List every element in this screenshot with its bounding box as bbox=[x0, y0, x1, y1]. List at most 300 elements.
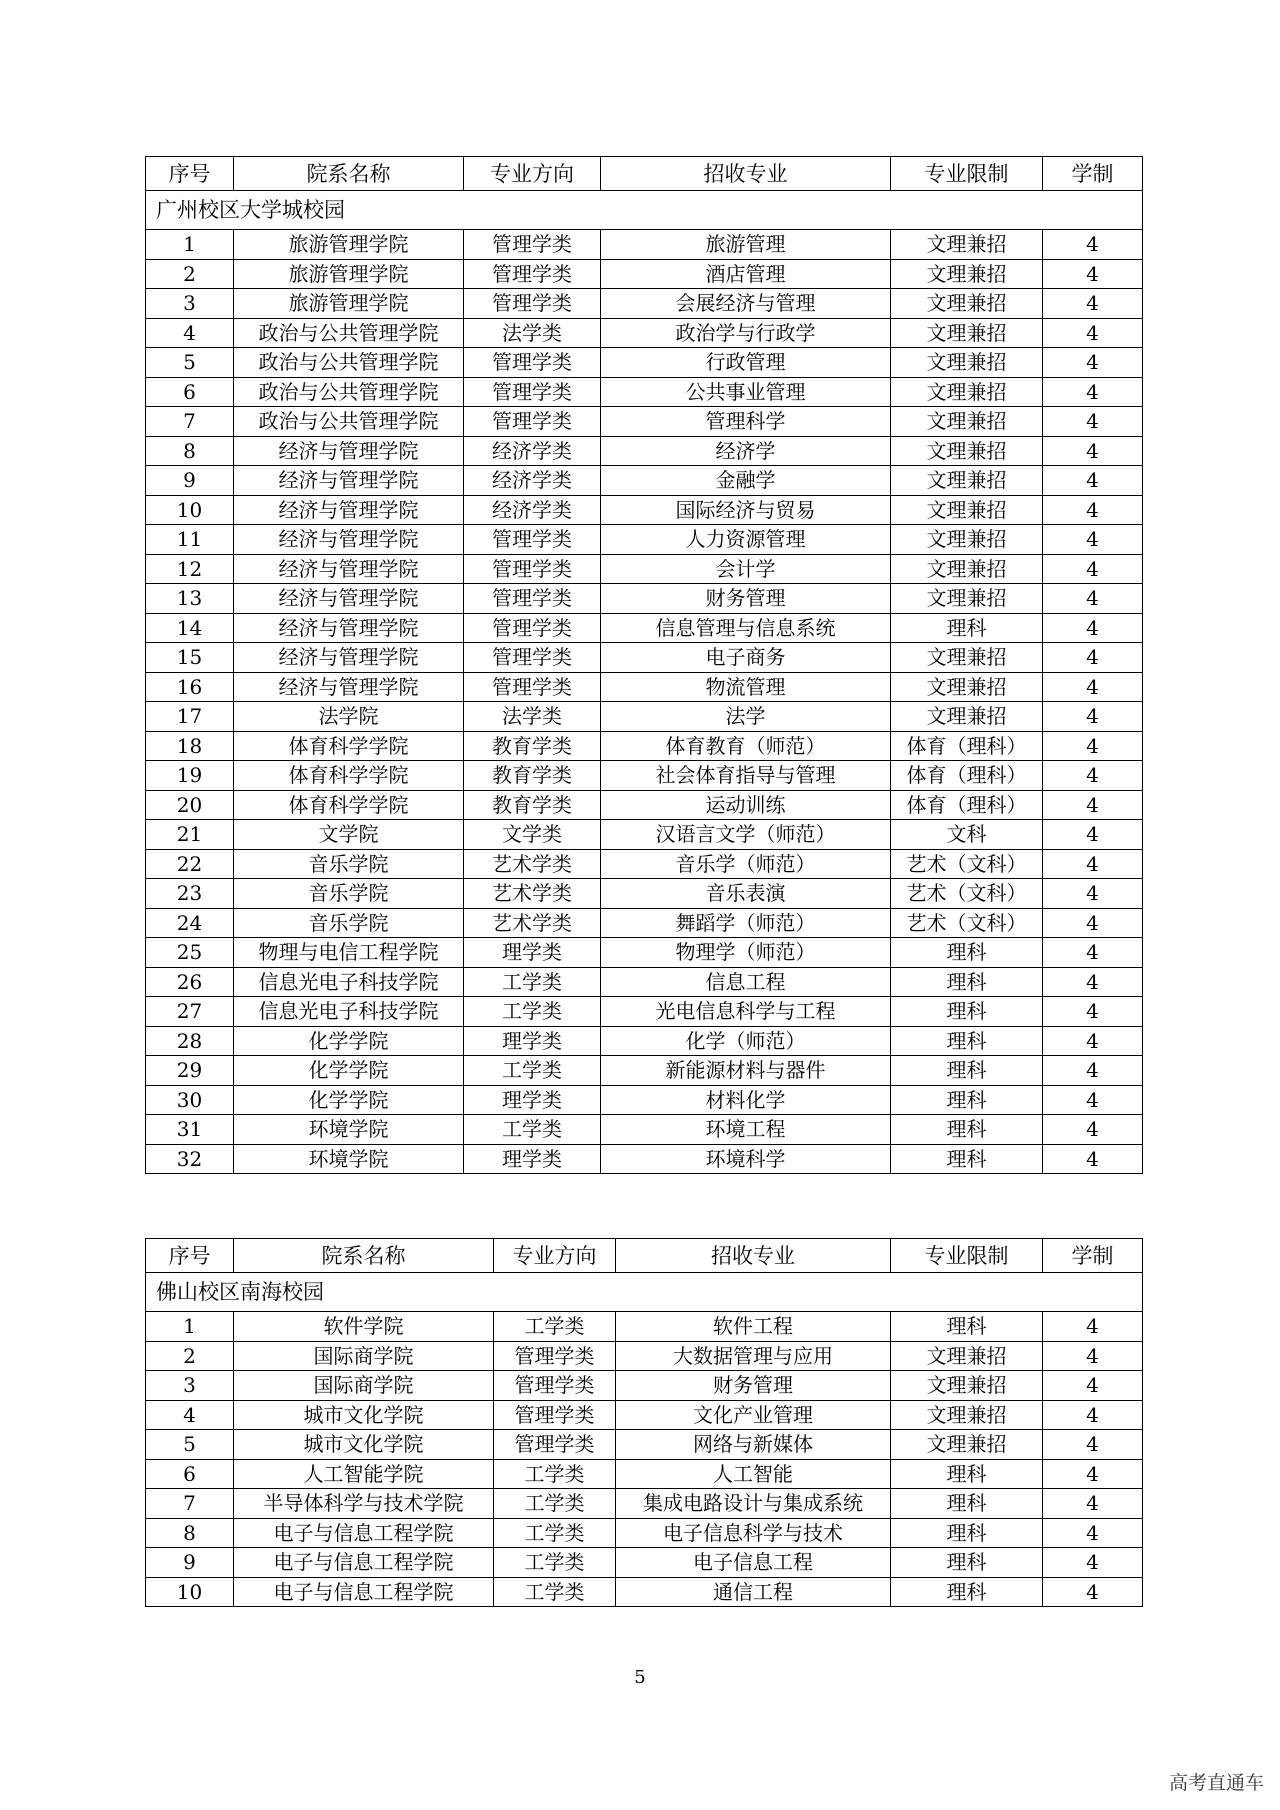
col-department: 经济与管理学院 bbox=[234, 643, 464, 673]
header-col-index: 序号 bbox=[146, 157, 234, 191]
col-major: 网络与新媒体 bbox=[616, 1430, 891, 1460]
col-duration: 4 bbox=[1043, 879, 1143, 909]
col-category: 工学类 bbox=[494, 1489, 616, 1519]
col-major: 通信工程 bbox=[616, 1577, 891, 1607]
col-index: 2 bbox=[146, 259, 234, 289]
col-category: 管理学类 bbox=[464, 643, 601, 673]
col-category: 管理学类 bbox=[494, 1430, 616, 1460]
col-department: 政治与公共管理学院 bbox=[234, 348, 464, 378]
col-duration: 4 bbox=[1043, 643, 1143, 673]
col-department: 环境学院 bbox=[234, 1144, 464, 1174]
col-index: 1 bbox=[146, 1312, 234, 1342]
col-department: 经济与管理学院 bbox=[234, 495, 464, 525]
table-foshan bbox=[145, 1238, 1143, 1607]
col-index: 14 bbox=[146, 613, 234, 643]
col-major: 体育教育（师范） bbox=[601, 731, 891, 761]
col-duration: 4 bbox=[1043, 731, 1143, 761]
col-duration: 4 bbox=[1043, 466, 1143, 496]
header-col-category: 专业方向 bbox=[464, 157, 601, 191]
table-row bbox=[146, 495, 1143, 525]
col-restriction: 文理兼招 bbox=[891, 495, 1043, 525]
col-index: 29 bbox=[146, 1056, 234, 1086]
col-duration: 4 bbox=[1043, 584, 1143, 614]
col-duration: 4 bbox=[1043, 554, 1143, 584]
col-department: 音乐学院 bbox=[234, 849, 464, 879]
col-major: 物理学（师范） bbox=[601, 938, 891, 968]
col-category: 教育学类 bbox=[464, 731, 601, 761]
col-restriction: 文理兼招 bbox=[891, 407, 1043, 437]
col-restriction: 文理兼招 bbox=[891, 466, 1043, 496]
table-row bbox=[146, 259, 1143, 289]
col-duration: 4 bbox=[1043, 377, 1143, 407]
col-duration: 4 bbox=[1043, 761, 1143, 791]
col-department: 体育科学学院 bbox=[234, 761, 464, 791]
col-restriction: 文理兼招 bbox=[891, 348, 1043, 378]
header-col-restriction: 专业限制 bbox=[891, 157, 1043, 191]
col-restriction: 文理兼招 bbox=[891, 318, 1043, 348]
col-index: 10 bbox=[146, 495, 234, 525]
col-index: 26 bbox=[146, 967, 234, 997]
col-duration: 4 bbox=[1043, 849, 1143, 879]
table-row bbox=[146, 820, 1143, 850]
page-number: 5 bbox=[634, 1667, 646, 1688]
col-major: 音乐学（师范） bbox=[601, 849, 891, 879]
col-restriction: 理科 bbox=[891, 967, 1043, 997]
col-major: 国际经济与贸易 bbox=[601, 495, 891, 525]
col-restriction: 理科 bbox=[891, 1548, 1043, 1578]
col-index: 10 bbox=[146, 1577, 234, 1607]
col-index: 11 bbox=[146, 525, 234, 555]
col-category: 管理学类 bbox=[464, 584, 601, 614]
col-category: 教育学类 bbox=[464, 790, 601, 820]
col-index: 3 bbox=[146, 1371, 234, 1401]
col-duration: 4 bbox=[1043, 436, 1143, 466]
table-row bbox=[146, 761, 1143, 791]
col-restriction: 文理兼招 bbox=[891, 1430, 1043, 1460]
col-major: 财务管理 bbox=[616, 1371, 891, 1401]
col-department: 文学院 bbox=[234, 820, 464, 850]
table-row bbox=[146, 1577, 1143, 1607]
col-index: 7 bbox=[146, 1489, 234, 1519]
col-category: 法学类 bbox=[464, 702, 601, 732]
col-index: 21 bbox=[146, 820, 234, 850]
col-major: 集成电路设计与集成系统 bbox=[616, 1489, 891, 1519]
col-category: 工学类 bbox=[464, 1115, 601, 1145]
table-row bbox=[146, 938, 1143, 968]
col-duration: 4 bbox=[1043, 1400, 1143, 1430]
col-index: 7 bbox=[146, 407, 234, 437]
col-duration: 4 bbox=[1043, 1312, 1143, 1342]
table-row bbox=[146, 613, 1143, 643]
col-major: 行政管理 bbox=[601, 348, 891, 378]
col-index: 24 bbox=[146, 908, 234, 938]
col-major: 电子商务 bbox=[601, 643, 891, 673]
col-category: 文学类 bbox=[464, 820, 601, 850]
col-department: 经济与管理学院 bbox=[234, 584, 464, 614]
col-department: 国际商学院 bbox=[234, 1371, 494, 1401]
col-index: 30 bbox=[146, 1085, 234, 1115]
col-index: 6 bbox=[146, 377, 234, 407]
col-restriction: 理科 bbox=[891, 1312, 1043, 1342]
col-restriction: 文理兼招 bbox=[891, 289, 1043, 319]
col-restriction: 理科 bbox=[891, 1459, 1043, 1489]
table-row bbox=[146, 407, 1143, 437]
col-major: 环境科学 bbox=[601, 1144, 891, 1174]
col-department: 经济与管理学院 bbox=[234, 525, 464, 555]
col-index: 32 bbox=[146, 1144, 234, 1174]
col-category: 管理学类 bbox=[464, 348, 601, 378]
col-category: 管理学类 bbox=[464, 525, 601, 555]
section-title: 佛山校区南海校园 bbox=[146, 1273, 1143, 1312]
col-category: 艺术学类 bbox=[464, 908, 601, 938]
table-row bbox=[146, 967, 1143, 997]
col-department: 政治与公共管理学院 bbox=[234, 318, 464, 348]
col-index: 25 bbox=[146, 938, 234, 968]
col-department: 音乐学院 bbox=[234, 908, 464, 938]
table-row bbox=[146, 466, 1143, 496]
col-major: 公共事业管理 bbox=[601, 377, 891, 407]
col-duration: 4 bbox=[1043, 1026, 1143, 1056]
col-category: 经济学类 bbox=[464, 436, 601, 466]
col-category: 管理学类 bbox=[464, 289, 601, 319]
header-col-category: 专业方向 bbox=[494, 1239, 616, 1273]
col-duration: 4 bbox=[1043, 259, 1143, 289]
col-major: 材料化学 bbox=[601, 1085, 891, 1115]
col-duration: 4 bbox=[1043, 908, 1143, 938]
col-category: 工学类 bbox=[464, 997, 601, 1027]
col-duration: 4 bbox=[1043, 1371, 1143, 1401]
col-restriction: 文理兼招 bbox=[891, 436, 1043, 466]
table-row bbox=[146, 1400, 1143, 1430]
col-index: 17 bbox=[146, 702, 234, 732]
col-duration: 4 bbox=[1043, 1577, 1143, 1607]
col-major: 会计学 bbox=[601, 554, 891, 584]
col-index: 8 bbox=[146, 436, 234, 466]
col-category: 工学类 bbox=[464, 967, 601, 997]
col-department: 化学学院 bbox=[234, 1026, 464, 1056]
col-major: 管理科学 bbox=[601, 407, 891, 437]
col-department: 软件学院 bbox=[234, 1312, 494, 1342]
col-major: 旅游管理 bbox=[601, 230, 891, 260]
table-row bbox=[146, 1341, 1143, 1371]
col-duration: 4 bbox=[1043, 1459, 1143, 1489]
col-category: 理学类 bbox=[464, 1026, 601, 1056]
col-category: 艺术学类 bbox=[464, 849, 601, 879]
col-category: 理学类 bbox=[464, 938, 601, 968]
col-major: 政治学与行政学 bbox=[601, 318, 891, 348]
table-row bbox=[146, 1430, 1143, 1460]
table-row bbox=[146, 997, 1143, 1027]
col-restriction: 理科 bbox=[891, 1056, 1043, 1086]
col-department: 国际商学院 bbox=[234, 1341, 494, 1371]
header-col-department: 院系名称 bbox=[234, 157, 464, 191]
table-row bbox=[146, 1312, 1143, 1342]
col-index: 22 bbox=[146, 849, 234, 879]
col-restriction: 理科 bbox=[891, 1144, 1043, 1174]
col-restriction: 艺术（文科） bbox=[891, 908, 1043, 938]
col-category: 工学类 bbox=[494, 1459, 616, 1489]
col-category: 管理学类 bbox=[464, 554, 601, 584]
table-row bbox=[146, 584, 1143, 614]
col-index: 5 bbox=[146, 1430, 234, 1460]
table-row bbox=[146, 377, 1143, 407]
col-duration: 4 bbox=[1043, 938, 1143, 968]
col-restriction: 理科 bbox=[891, 1085, 1043, 1115]
col-department: 政治与公共管理学院 bbox=[234, 377, 464, 407]
col-department: 人工智能学院 bbox=[234, 1459, 494, 1489]
col-duration: 4 bbox=[1043, 1085, 1143, 1115]
col-department: 经济与管理学院 bbox=[234, 672, 464, 702]
col-major: 信息工程 bbox=[601, 967, 891, 997]
col-index: 5 bbox=[146, 348, 234, 378]
col-duration: 4 bbox=[1043, 348, 1143, 378]
col-restriction: 理科 bbox=[891, 1577, 1043, 1607]
col-index: 3 bbox=[146, 289, 234, 319]
col-duration: 4 bbox=[1043, 289, 1143, 319]
table-header-row bbox=[146, 157, 1143, 191]
table-row bbox=[146, 289, 1143, 319]
col-department: 旅游管理学院 bbox=[234, 230, 464, 260]
table-row bbox=[146, 230, 1143, 260]
table-row bbox=[146, 1548, 1143, 1578]
col-department: 信息光电子科技学院 bbox=[234, 997, 464, 1027]
table-row bbox=[146, 525, 1143, 555]
col-index: 8 bbox=[146, 1518, 234, 1548]
col-restriction: 理科 bbox=[891, 938, 1043, 968]
table-row bbox=[146, 1115, 1143, 1145]
watermark: 高考直通车 bbox=[1168, 1772, 1264, 1794]
col-duration: 4 bbox=[1043, 525, 1143, 555]
col-duration: 4 bbox=[1043, 230, 1143, 260]
col-category: 管理学类 bbox=[464, 613, 601, 643]
col-category: 理学类 bbox=[464, 1144, 601, 1174]
col-category: 管理学类 bbox=[464, 259, 601, 289]
col-category: 管理学类 bbox=[464, 407, 601, 437]
col-category: 管理学类 bbox=[494, 1371, 616, 1401]
col-duration: 4 bbox=[1043, 967, 1143, 997]
header-col-department: 院系名称 bbox=[234, 1239, 494, 1273]
header-col-major: 招收专业 bbox=[601, 157, 891, 191]
col-duration: 4 bbox=[1043, 318, 1143, 348]
header-col-restriction: 专业限制 bbox=[891, 1239, 1043, 1273]
col-index: 1 bbox=[146, 230, 234, 260]
col-duration: 4 bbox=[1043, 407, 1143, 437]
col-category: 经济学类 bbox=[464, 466, 601, 496]
col-major: 运动训练 bbox=[601, 790, 891, 820]
table-row bbox=[146, 1085, 1143, 1115]
col-department: 电子与信息工程学院 bbox=[234, 1577, 494, 1607]
col-major: 财务管理 bbox=[601, 584, 891, 614]
col-index: 4 bbox=[146, 318, 234, 348]
col-category: 管理学类 bbox=[494, 1341, 616, 1371]
section-title: 广州校区大学城校园 bbox=[146, 191, 1143, 230]
col-department: 经济与管理学院 bbox=[234, 436, 464, 466]
col-department: 电子与信息工程学院 bbox=[234, 1548, 494, 1578]
col-duration: 4 bbox=[1043, 1518, 1143, 1548]
col-department: 城市文化学院 bbox=[234, 1400, 494, 1430]
col-restriction: 体育（理科） bbox=[891, 790, 1043, 820]
col-duration: 4 bbox=[1043, 613, 1143, 643]
header-col-major: 招收专业 bbox=[616, 1239, 891, 1273]
col-index: 9 bbox=[146, 466, 234, 496]
col-restriction: 文理兼招 bbox=[891, 702, 1043, 732]
col-major: 舞蹈学（师范） bbox=[601, 908, 891, 938]
table-guangzhou bbox=[145, 156, 1143, 1174]
col-department: 体育科学学院 bbox=[234, 731, 464, 761]
col-restriction: 文理兼招 bbox=[891, 1341, 1043, 1371]
col-duration: 4 bbox=[1043, 1430, 1143, 1460]
header-col-index: 序号 bbox=[146, 1239, 234, 1273]
col-restriction: 艺术（文科） bbox=[891, 849, 1043, 879]
table-row bbox=[146, 731, 1143, 761]
col-major: 环境工程 bbox=[601, 1115, 891, 1145]
table-row bbox=[146, 554, 1143, 584]
col-restriction: 艺术（文科） bbox=[891, 879, 1043, 909]
table-row bbox=[146, 643, 1143, 673]
col-restriction: 文理兼招 bbox=[891, 259, 1043, 289]
section-row bbox=[146, 191, 1143, 230]
col-department: 化学学院 bbox=[234, 1056, 464, 1086]
col-index: 13 bbox=[146, 584, 234, 614]
table-row bbox=[146, 436, 1143, 466]
col-duration: 4 bbox=[1043, 1056, 1143, 1086]
col-restriction: 文理兼招 bbox=[891, 377, 1043, 407]
col-index: 23 bbox=[146, 879, 234, 909]
col-category: 教育学类 bbox=[464, 761, 601, 791]
col-category: 工学类 bbox=[494, 1548, 616, 1578]
col-restriction: 体育（理科） bbox=[891, 731, 1043, 761]
col-index: 6 bbox=[146, 1459, 234, 1489]
col-department: 信息光电子科技学院 bbox=[234, 967, 464, 997]
col-category: 工学类 bbox=[494, 1577, 616, 1607]
col-category: 艺术学类 bbox=[464, 879, 601, 909]
col-index: 19 bbox=[146, 761, 234, 791]
table-row bbox=[146, 1518, 1143, 1548]
col-category: 管理学类 bbox=[494, 1400, 616, 1430]
col-restriction: 文理兼招 bbox=[891, 1400, 1043, 1430]
col-category: 法学类 bbox=[464, 318, 601, 348]
col-restriction: 理科 bbox=[891, 1026, 1043, 1056]
col-major: 人力资源管理 bbox=[601, 525, 891, 555]
col-category: 工学类 bbox=[464, 1056, 601, 1086]
col-index: 9 bbox=[146, 1548, 234, 1578]
col-department: 旅游管理学院 bbox=[234, 289, 464, 319]
col-department: 法学院 bbox=[234, 702, 464, 732]
col-category: 工学类 bbox=[494, 1518, 616, 1548]
col-index: 18 bbox=[146, 731, 234, 761]
col-index: 15 bbox=[146, 643, 234, 673]
table-row bbox=[146, 348, 1143, 378]
col-duration: 4 bbox=[1043, 1144, 1143, 1174]
col-major: 酒店管理 bbox=[601, 259, 891, 289]
col-department: 经济与管理学院 bbox=[234, 466, 464, 496]
table-row bbox=[146, 1371, 1143, 1401]
header-col-duration: 学制 bbox=[1043, 1239, 1143, 1273]
table-row bbox=[146, 318, 1143, 348]
col-category: 管理学类 bbox=[464, 230, 601, 260]
col-department: 经济与管理学院 bbox=[234, 613, 464, 643]
col-major: 人工智能 bbox=[616, 1459, 891, 1489]
table-row bbox=[146, 1026, 1143, 1056]
table-row bbox=[146, 908, 1143, 938]
col-department: 电子与信息工程学院 bbox=[234, 1518, 494, 1548]
col-category: 经济学类 bbox=[464, 495, 601, 525]
col-restriction: 理科 bbox=[891, 1518, 1043, 1548]
col-duration: 4 bbox=[1043, 1115, 1143, 1145]
col-department: 环境学院 bbox=[234, 1115, 464, 1145]
col-duration: 4 bbox=[1043, 820, 1143, 850]
col-duration: 4 bbox=[1043, 672, 1143, 702]
col-duration: 4 bbox=[1043, 1341, 1143, 1371]
col-department: 音乐学院 bbox=[234, 879, 464, 909]
col-major: 法学 bbox=[601, 702, 891, 732]
col-major: 文化产业管理 bbox=[616, 1400, 891, 1430]
col-duration: 4 bbox=[1043, 997, 1143, 1027]
col-major: 会展经济与管理 bbox=[601, 289, 891, 319]
col-index: 28 bbox=[146, 1026, 234, 1056]
col-major: 新能源材料与器件 bbox=[601, 1056, 891, 1086]
table-row bbox=[146, 849, 1143, 879]
col-major: 社会体育指导与管理 bbox=[601, 761, 891, 791]
col-major: 电子信息科学与技术 bbox=[616, 1518, 891, 1548]
col-restriction: 文理兼招 bbox=[891, 525, 1043, 555]
table-header-row bbox=[146, 1239, 1143, 1273]
col-index: 16 bbox=[146, 672, 234, 702]
table-row bbox=[146, 879, 1143, 909]
col-department: 城市文化学院 bbox=[234, 1430, 494, 1460]
table-row bbox=[146, 1144, 1143, 1174]
col-restriction: 理科 bbox=[891, 613, 1043, 643]
col-index: 27 bbox=[146, 997, 234, 1027]
col-duration: 4 bbox=[1043, 1548, 1143, 1578]
col-major: 电子信息工程 bbox=[616, 1548, 891, 1578]
col-restriction: 文科 bbox=[891, 820, 1043, 850]
col-major: 软件工程 bbox=[616, 1312, 891, 1342]
col-restriction: 理科 bbox=[891, 1489, 1043, 1519]
col-category: 管理学类 bbox=[464, 377, 601, 407]
col-major: 音乐表演 bbox=[601, 879, 891, 909]
col-restriction: 文理兼招 bbox=[891, 643, 1043, 673]
col-restriction: 体育（理科） bbox=[891, 761, 1043, 791]
col-restriction: 理科 bbox=[891, 997, 1043, 1027]
col-major: 信息管理与信息系统 bbox=[601, 613, 891, 643]
col-restriction: 文理兼招 bbox=[891, 584, 1043, 614]
col-department: 旅游管理学院 bbox=[234, 259, 464, 289]
header-col-duration: 学制 bbox=[1043, 157, 1143, 191]
col-restriction: 文理兼招 bbox=[891, 554, 1043, 584]
col-major: 金融学 bbox=[601, 466, 891, 496]
col-restriction: 文理兼招 bbox=[891, 230, 1043, 260]
col-department: 经济与管理学院 bbox=[234, 554, 464, 584]
col-index: 2 bbox=[146, 1341, 234, 1371]
col-restriction: 文理兼招 bbox=[891, 1371, 1043, 1401]
col-category: 工学类 bbox=[494, 1312, 616, 1342]
col-duration: 4 bbox=[1043, 702, 1143, 732]
table-row bbox=[146, 702, 1143, 732]
table-row bbox=[146, 1489, 1143, 1519]
col-major: 物流管理 bbox=[601, 672, 891, 702]
col-major: 大数据管理与应用 bbox=[616, 1341, 891, 1371]
col-category: 管理学类 bbox=[464, 672, 601, 702]
table-row bbox=[146, 1459, 1143, 1489]
col-department: 政治与公共管理学院 bbox=[234, 407, 464, 437]
col-department: 化学学院 bbox=[234, 1085, 464, 1115]
col-duration: 4 bbox=[1043, 790, 1143, 820]
col-department: 体育科学学院 bbox=[234, 790, 464, 820]
col-duration: 4 bbox=[1043, 495, 1143, 525]
col-restriction: 理科 bbox=[891, 1115, 1043, 1145]
col-index: 4 bbox=[146, 1400, 234, 1430]
